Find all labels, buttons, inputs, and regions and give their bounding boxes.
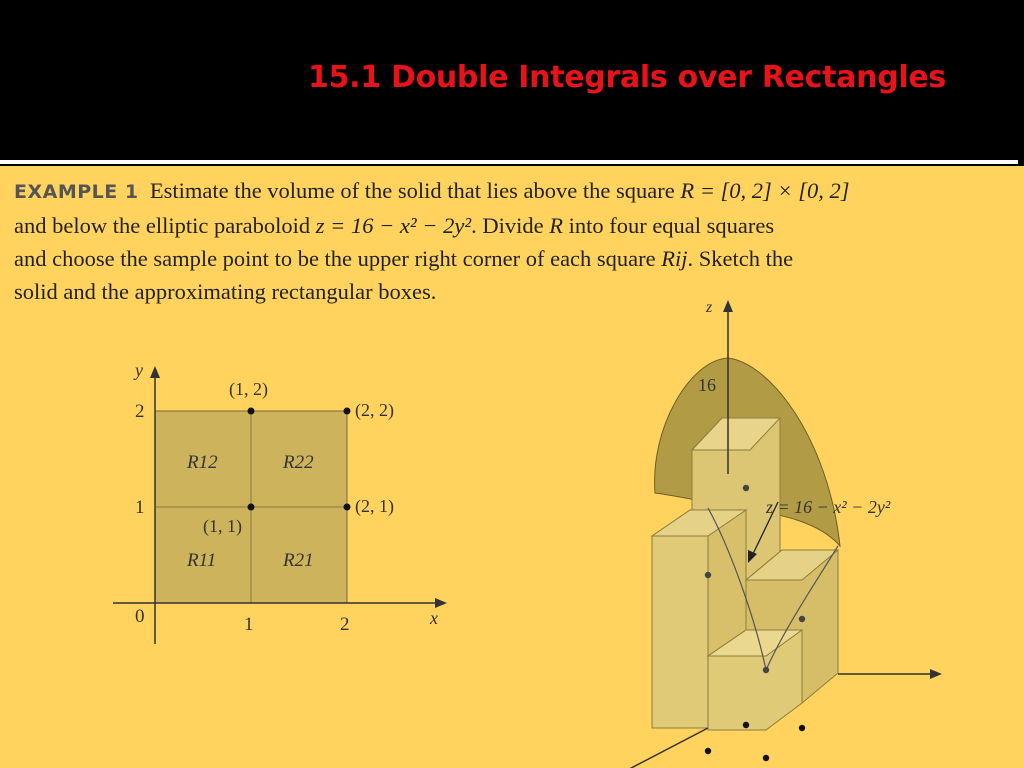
y-axis-arrow-icon	[150, 366, 160, 378]
sample-point	[248, 408, 255, 415]
region-label-r22: R22	[283, 452, 314, 473]
example-line-3: and choose the sample point to be the upper right corner of each square Rij. Sketch the	[14, 246, 794, 271]
header-divider	[0, 160, 1018, 164]
solid-figure	[580, 298, 960, 768]
z-tick-16: 16	[698, 375, 716, 395]
surface-label: z = 16 − x² − 2y²	[766, 497, 891, 517]
grid-figure	[105, 356, 455, 656]
math-region: R = [0, 2] × [0, 2]	[680, 178, 850, 203]
x-tick-1: 1	[244, 614, 254, 635]
z-axis-arrow-icon	[723, 300, 733, 312]
region-label-r12: R12	[187, 452, 218, 473]
box-left-front	[652, 536, 708, 728]
base-point	[743, 722, 749, 728]
slide-header	[0, 0, 1024, 158]
sample-point	[743, 485, 749, 491]
x-tick-2: 2	[340, 614, 350, 635]
sample-point	[799, 616, 805, 622]
y-tick-2: 2	[135, 401, 145, 422]
sample-point	[344, 504, 351, 511]
x-axis-label: x	[430, 608, 438, 628]
point-label: (2, 2)	[355, 400, 394, 420]
base-point	[763, 755, 769, 761]
sample-point	[344, 408, 351, 415]
region-label-r21: R21	[283, 550, 314, 571]
x-axis	[612, 728, 708, 768]
sample-point	[248, 504, 255, 511]
point-label: (1, 1)	[203, 516, 242, 536]
base-point	[799, 725, 805, 731]
y-tick-1: 1	[135, 497, 145, 518]
base-point	[705, 748, 711, 754]
x-axis-arrow-icon	[435, 598, 447, 608]
slide-content	[0, 166, 1024, 768]
example-line-2: and below the elliptic paraboloid z = 16 − x² − 2y². Divide R into four equal squares	[14, 213, 775, 238]
sample-point	[763, 667, 769, 673]
region-label-r11: R11	[187, 550, 217, 571]
slide-title: 15.1 Double Integrals over Rectangles	[308, 60, 946, 95]
example-text	[14, 174, 1014, 308]
sample-point	[705, 572, 711, 578]
point-label: (1, 2)	[229, 379, 268, 399]
math-paraboloid: z = 16 − x² − 2y²	[315, 213, 472, 238]
example-line-1: EXAMPLE 1 Estimate the volume of the solid that lies above the square R = [0, 2] × [0, 2]	[14, 178, 850, 203]
y-axis-arrow-icon	[930, 669, 942, 679]
example-lead: EXAMPLE 1	[14, 181, 139, 203]
origin-label: 0	[135, 606, 145, 627]
point-label: (2, 1)	[355, 496, 394, 516]
z-axis-label: z	[706, 299, 713, 316]
y-axis-label: y	[135, 360, 143, 380]
example-line-4: solid and the approximating rectangular boxes.	[14, 279, 437, 304]
